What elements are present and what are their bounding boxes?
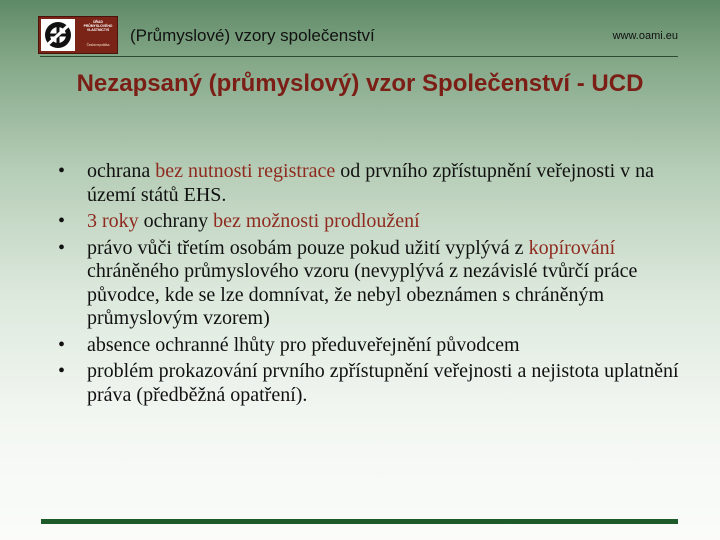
slide-title: Nezapsaný (průmyslový) vzor Společenství - UCD [76, 70, 644, 97]
bullet-text: chráněného průmyslového vzoru (nevyplývá z nezávislé tvůrčí práce původce, kde se lze domnívat, že nebyl obeznámen s chráněným průmyslovým vzorem) [87, 260, 638, 329]
bullet-item [58, 237, 688, 331]
bullet-highlight: kopírování [528, 236, 616, 259]
bullet-text: absence ochranné lhůty pro předuveřejnění původcem [87, 333, 520, 356]
bullet-item [58, 160, 688, 207]
bullet-item [58, 334, 688, 358]
bullet-text: právo vůči třetím osobám pouze pokud užití vyplývá z [87, 236, 529, 259]
bullet-highlight: bez možnosti prodloužení [213, 210, 420, 232]
footer-bar [41, 519, 678, 524]
bullet-icon: • [58, 210, 66, 232]
bullet-icon: • [58, 160, 66, 182]
logo-emblem-icon [41, 19, 75, 51]
bullet-item [58, 210, 688, 234]
bullet-icon: • [58, 236, 66, 259]
bullet-text: ochrany [138, 210, 214, 232]
logo-text: ÚŘAD PRŮMYSLOVÉHO VLASTNICTVÍ [83, 20, 113, 33]
bullet-highlight: bez nutnosti registrace [155, 160, 336, 182]
header-divider [40, 56, 678, 57]
header-url: www.oami.eu [612, 30, 678, 42]
upv-logo [38, 16, 118, 54]
bullet-item [58, 360, 688, 407]
bullet-text: problém prokazování prvního zpřístupnění veřejnosti a nejistota uplatnění práva (předběžná opatření). [87, 360, 679, 406]
bullet-list [58, 160, 688, 410]
header-title: (Průmyslové) vzory společenství [130, 26, 375, 45]
bullet-text: ochrana [87, 160, 156, 182]
bullet-icon: • [58, 360, 66, 382]
bullet-icon: • [58, 333, 66, 356]
bullet-highlight: 3 roky [87, 210, 139, 232]
bullet-text: od prvního zpřístupnění veřejnosti v na území států EHS. [87, 160, 655, 206]
logo-caption: Česká republika [86, 43, 110, 47]
